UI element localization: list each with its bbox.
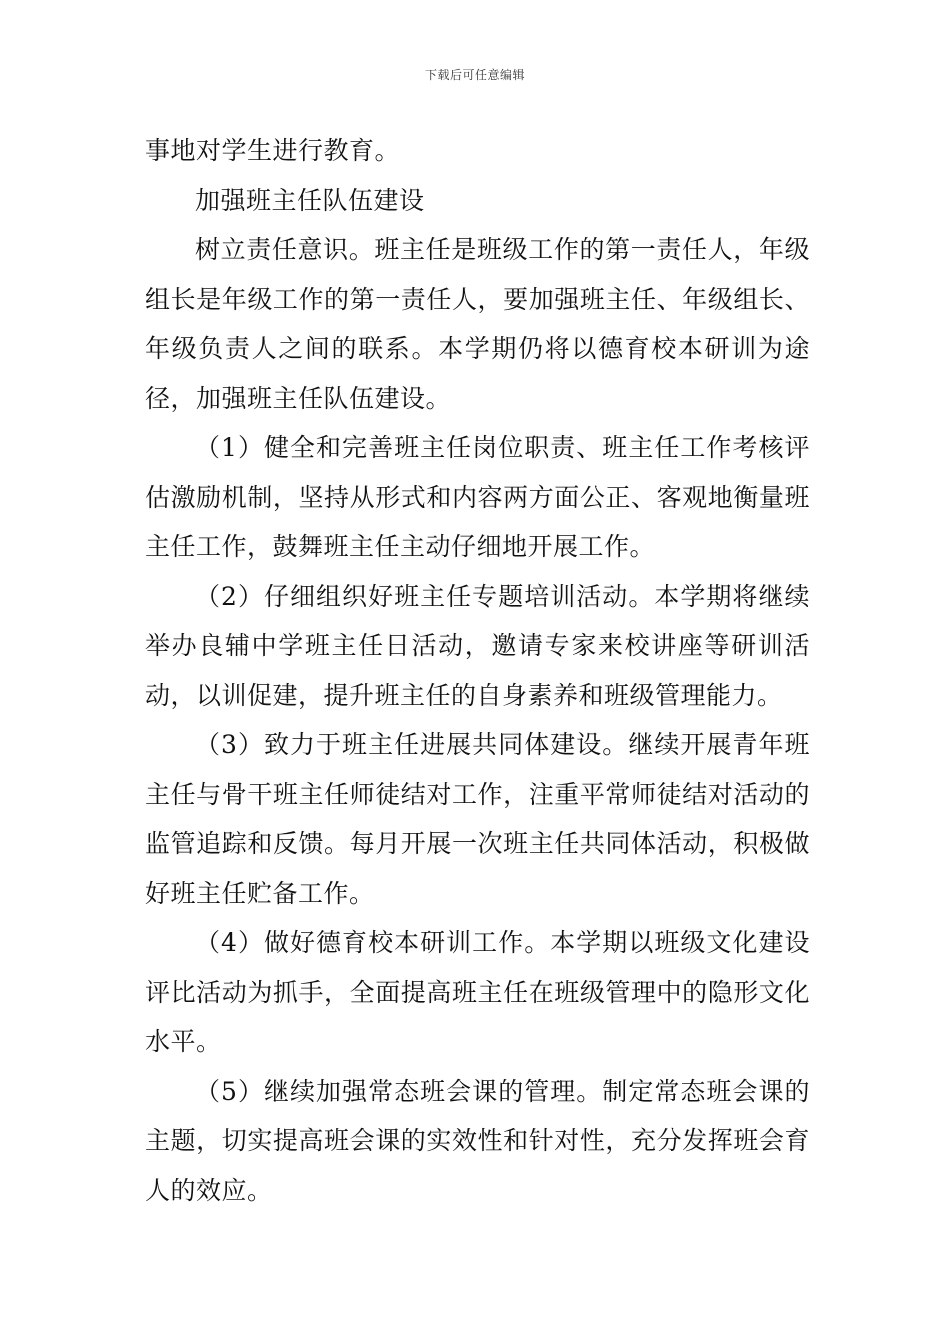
paragraph: 树立责任意识。班主任是班级工作的第一责任人，年级组长是年级工作的第一责任人，要加强班主任、年级组长、年级负责人之间的联系。本学期仍将以德育校本研训为途径，加强班主任队伍建设。: [145, 235, 810, 413]
list-item-5: （5）继续加强常态班会课的管理。制定常态班会课的主题，切实提高班会课的实效性和针对性，充分发挥班会育人的效应。: [145, 1076, 810, 1205]
section-heading: 加强班主任队伍建设: [195, 185, 425, 215]
list-item-1: （1）健全和完善班主任岗位职责、班主任工作考核评估激励机制，坚持从形式和内容两方面公正、客观地衡量班主任工作，鼓舞班主任主动仔细地开展工作。: [145, 433, 810, 561]
list-item-2: （2）仔细组织好班主任专题培训活动。本学期将继续举办良辅中学班主任日活动，邀请专家来校讲座等研训活动，以训促建，提升班主任的自身素养和班级管理能力。: [145, 581, 810, 710]
document-body: [145, 126, 810, 1215]
page-header: 下载后可任意编辑: [424, 68, 525, 82]
list-item-4: （4）做好德育校本研训工作。本学期以班级文化建设评比活动为抓手，全面提高班主任在班级管理中的隐形文化水平。: [145, 928, 810, 1056]
paragraph-continuation: 事地对学生进行教育。: [145, 136, 401, 165]
list-item-3: （3）致力于班主任进展共同体建设。继续开展青年班主任与骨干班主任师徒结对工作，注重平常师徒结对活动的监管追踪和反馈。每月开展一次班主任共同体活动，积极做好班主任贮备工作。: [145, 730, 810, 908]
